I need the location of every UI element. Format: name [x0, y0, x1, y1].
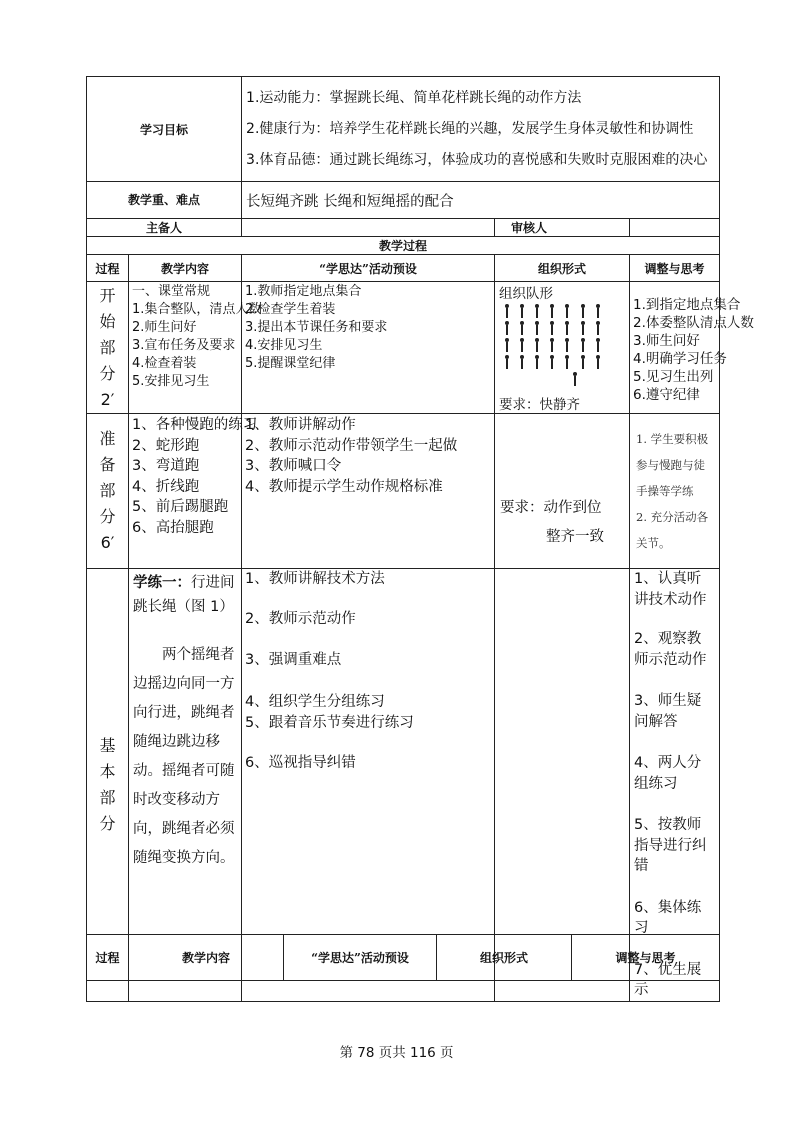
page-footer: 第 78 页共 116 页 — [339, 1045, 454, 1061]
start-adjust — [630, 282, 754, 414]
student-figure — [580, 338, 586, 353]
adjust-item: 4.明确学习任务 — [633, 350, 727, 367]
lesson-plan-table — [86, 76, 754, 1002]
content-item: 6、高抬腿跑 — [132, 519, 214, 536]
adjust-item: 6.遵守纪律 — [633, 386, 700, 403]
student-figure — [564, 321, 570, 336]
content-item: 一、课堂常规 — [132, 284, 211, 299]
content-item: 2.师生问好 — [132, 320, 197, 335]
stage-time: 6′ — [100, 533, 115, 552]
prep-stage — [87, 414, 129, 569]
activity-item: 1、教师讲解动作 — [245, 417, 356, 433]
header-activities: “学思达”活动预设 — [242, 255, 495, 282]
formation-row — [499, 338, 625, 355]
student-figure — [519, 338, 525, 353]
student-figure — [549, 338, 555, 353]
adjust-item: 1、认真听讲技术动作 — [634, 571, 707, 608]
student-figure — [519, 321, 525, 336]
adjust-item: 5.见习生出列 — [633, 368, 714, 385]
stage-char: 部 — [99, 787, 116, 807]
activity-item: 3、强调重难点 — [245, 652, 342, 668]
stage-char: 部 — [99, 337, 116, 357]
objective-item: 1.运动能力：掌握跳长绳、简单花样跳长绳的动作方法 — [246, 89, 582, 106]
student-figure — [519, 304, 525, 319]
activity-item: 3.提出本节课任务和要求 — [245, 320, 388, 335]
stage-char: 分 — [99, 507, 116, 526]
header-activities: “学思达”活动预设 — [284, 935, 437, 981]
activity-item: 2.检查学生着装 — [245, 302, 336, 317]
activity-item: 5、跟着音乐节奏进行练习 — [245, 715, 414, 731]
header-stage: 过程 — [87, 255, 129, 282]
header-content: 教学内容 — [129, 255, 242, 282]
activity-item: 1.教师指定地点集合 — [245, 284, 362, 299]
stage-char: 分 — [99, 363, 116, 383]
student-figure — [504, 304, 510, 319]
stage-char: 开 — [99, 285, 116, 305]
header-organization: 组织形式 — [495, 255, 630, 282]
activity-item: 2、教师示范动作带领学生一起做 — [245, 437, 458, 454]
adjust-item: 1. 学生要积极参与慢跑与徒手操等学练 — [636, 432, 709, 498]
student-figure — [534, 355, 540, 370]
formation-diagram — [499, 304, 625, 389]
header-stage: 过程 — [87, 935, 129, 981]
process-title-row — [87, 237, 720, 255]
org-requirement: 要求：快静齐 — [499, 397, 581, 413]
header-row — [87, 255, 720, 282]
key-points-label: 教学重、难点 — [87, 182, 242, 219]
stage-char: 部 — [99, 481, 116, 500]
adjust-item: 3.师生问好 — [633, 332, 700, 349]
student-figure — [534, 338, 540, 353]
preparer-value — [242, 219, 495, 237]
header-adjust: 调整与思考 — [630, 255, 720, 282]
activity-item: 2、教师示范动作 — [245, 610, 356, 627]
student-figure — [564, 304, 570, 319]
reviewer-label: 审核人 — [495, 219, 630, 237]
header-adjust: 调整与思考 — [572, 935, 720, 981]
stage-char: 准 — [99, 429, 116, 448]
adjust-item: 6、集体练习 — [634, 899, 702, 936]
formation-row — [499, 321, 625, 338]
formation-row — [499, 304, 625, 321]
content-item: 3、弯道跑 — [132, 458, 200, 474]
content-item: 4.检查着装 — [132, 356, 197, 371]
student-figure — [580, 355, 586, 370]
start-activities — [242, 282, 495, 414]
student-figure — [504, 355, 510, 370]
preparer-label: 主备人 — [87, 219, 242, 237]
practice-title-label: 学练一： — [133, 575, 191, 591]
student-figure — [549, 321, 555, 336]
prep-organization — [495, 414, 630, 569]
activity-item: 4、组织学生分组练习 — [245, 693, 385, 710]
stage-char: 基 — [99, 735, 116, 755]
stage-time: 2′ — [100, 389, 115, 409]
practice-title — [133, 571, 237, 619]
teacher-figure — [572, 372, 578, 387]
objectives-row — [87, 77, 720, 182]
prep-row — [87, 414, 720, 569]
student-figure — [580, 304, 586, 319]
adjust-item: 7、优生展示 — [634, 961, 702, 998]
header-organization: 组织形式 — [437, 935, 572, 981]
preparer-row — [87, 219, 720, 237]
process-title: 教学过程 — [87, 237, 720, 255]
student-figure — [595, 304, 601, 319]
activity-item: 4.安排见习生 — [245, 338, 323, 353]
adjust-item: 2. 充分活动各关节。 — [636, 510, 709, 550]
student-figure — [595, 321, 601, 336]
start-organization — [495, 282, 630, 414]
continuation-header-table — [86, 934, 720, 981]
content-item: 2、蛇形跑 — [132, 437, 200, 454]
student-figure — [534, 321, 540, 336]
start-stage — [87, 282, 129, 414]
content-item: 1.集合整队，清点人数 — [132, 302, 262, 317]
content-item: 3.宣布任务及要求 — [132, 338, 236, 353]
adjust-item: 2、观察教师示范动作 — [634, 631, 707, 668]
practice-description: 两个摇绳者边摇边向同一方向行进，跳绳者随绳边跳边移动。摇绳者可随时改变移动方向，跳绳者必须随绳变换方向。 — [133, 647, 235, 866]
adjust-item: 1.到指定地点集合 — [633, 296, 741, 313]
student-figure — [549, 355, 555, 370]
stage-char: 始 — [99, 311, 116, 331]
activity-item: 5.提醒课堂纪律 — [245, 356, 336, 371]
student-figure — [534, 304, 540, 319]
student-figure — [504, 338, 510, 353]
start-row — [87, 282, 720, 414]
key-points-row — [87, 182, 720, 219]
adjust-item: 3、师生疑问解答 — [634, 693, 702, 730]
content-item: 5.安排见习生 — [132, 374, 210, 389]
activity-item: 1、教师讲解技术方法 — [245, 571, 385, 587]
student-figure — [564, 338, 570, 353]
stage-char: 分 — [99, 813, 116, 833]
student-figure — [580, 321, 586, 336]
adjust-item: 5、按教师指导进行纠错 — [634, 817, 707, 874]
formation-row — [499, 355, 625, 372]
formation-row — [499, 372, 625, 389]
stage-char: 备 — [99, 455, 116, 474]
student-figure — [595, 338, 601, 353]
continuation-header-row — [87, 935, 720, 981]
content-item: 4、折线跑 — [132, 478, 200, 495]
prep-content — [129, 414, 258, 569]
stage-char: 本 — [99, 761, 116, 781]
student-figure — [504, 321, 510, 336]
adjust-item: 4、两人分组练习 — [634, 755, 702, 792]
prep-activities — [242, 414, 495, 569]
activity-item: 4、教师提示学生动作规格标准 — [245, 478, 443, 495]
objectives-list — [242, 77, 720, 182]
org-requirement: 要求：动作到位 — [500, 500, 602, 516]
header-content: 教学内容 — [129, 935, 284, 981]
reviewer-value — [630, 219, 720, 237]
adjust-item: 2.体委整队清点人数 — [633, 314, 754, 331]
org-title: 组织队形 — [499, 286, 554, 302]
practice-title-text: 行进间跳长绳（图 1） — [133, 575, 235, 615]
student-figure — [519, 355, 525, 370]
objective-item: 2.健康行为：培养学生花样跳长绳的兴趣，发展学生身体灵敏性和协调性 — [246, 120, 694, 137]
objective-item: 3.体育品德：通过跳长绳练习，体验成功的喜悦感和失败时克服困难的决心 — [246, 151, 708, 168]
content-item: 1、各种慢跑的练习 — [132, 417, 258, 433]
student-figure — [595, 355, 601, 370]
prep-adjust — [630, 414, 720, 569]
activity-item: 6、巡视指导纠错 — [245, 754, 356, 771]
student-figure — [549, 304, 555, 319]
start-content — [129, 282, 262, 414]
activity-item: 3、教师喊口令 — [245, 458, 342, 474]
objectives-label: 学习目标 — [87, 77, 242, 182]
student-figure — [564, 355, 570, 370]
org-requirement-cont: 整齐一致 — [546, 529, 605, 545]
content-item: 5、前后踢腿跑 — [132, 499, 229, 515]
key-points-text: 长短绳齐跳 长绳和短绳摇的配合 — [242, 182, 720, 219]
